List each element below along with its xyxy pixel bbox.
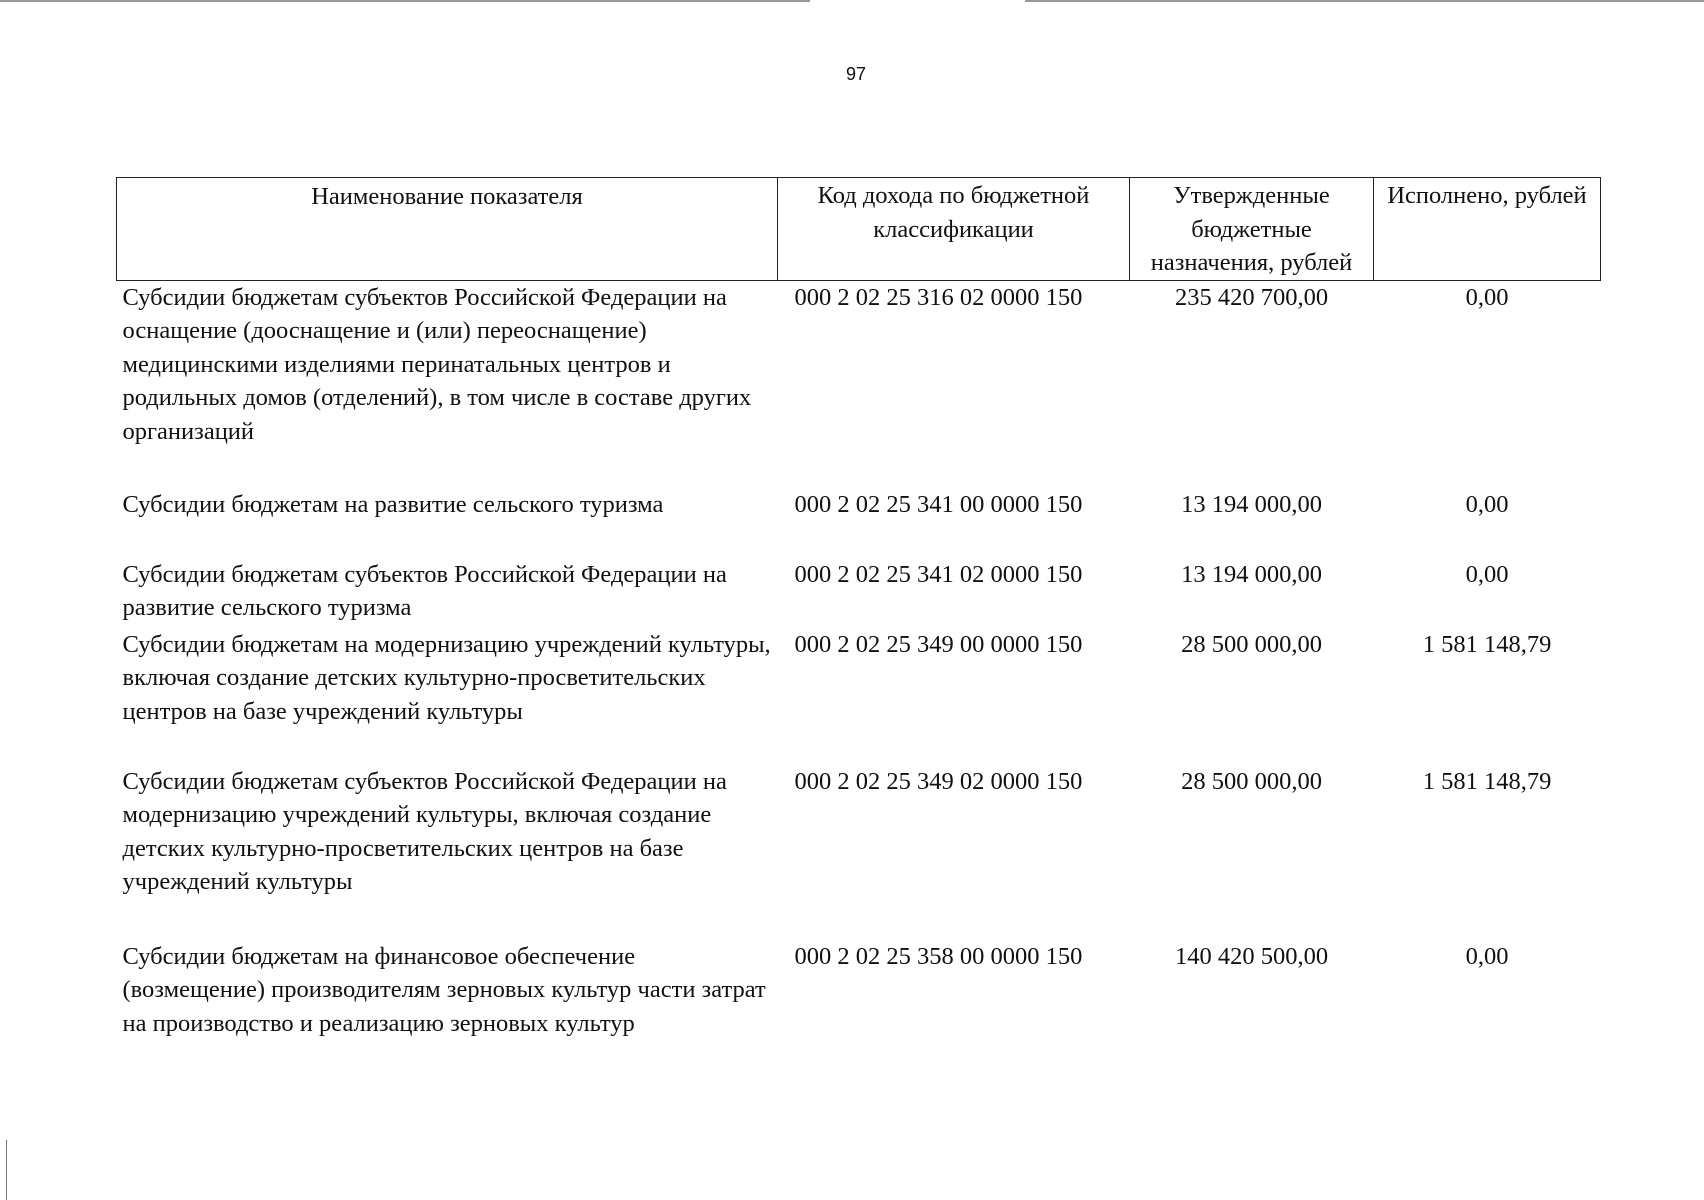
budget-income-table <box>116 177 1601 1060</box>
row-executed: 1 581 148,79 <box>1422 767 1552 795</box>
header-code: Код дохода по бюджетной классификации <box>778 178 1130 281</box>
scan-edge-top-right <box>1025 0 1704 2</box>
table-body <box>117 280 1601 1060</box>
row-code: 000 2 02 25 341 00 0000 150 <box>794 490 1083 518</box>
row-code: 000 2 02 25 349 02 0000 150 <box>794 767 1083 795</box>
row-code: 000 2 02 25 316 02 0000 150 <box>794 283 1083 311</box>
header-name: Наименование показателя <box>117 178 778 281</box>
table-row <box>117 558 1601 628</box>
scan-edge-top-left <box>0 0 810 2</box>
row-approved: 28 500 000,00 <box>1181 767 1322 795</box>
row-approved: 140 420 500,00 <box>1174 942 1329 970</box>
row-name: Субсидии бюджетам субъектов Российской Федерации на оснащение (дооснащение и (или) переоснащение) медицинскими изделиями перинатальных центров и родильных домов (отделений), в том числе в составе других организаций <box>122 283 752 445</box>
row-name: Субсидии бюджетам на финансовое обеспечение (возмещение) производителям зерновых культур части затрат на производство и реализацию зерновых культур <box>122 942 766 1037</box>
row-approved: 235 420 700,00 <box>1174 283 1329 311</box>
row-code: 000 2 02 25 358 00 0000 150 <box>794 942 1083 970</box>
row-code: 000 2 02 25 349 00 0000 150 <box>794 630 1083 658</box>
row-code: 000 2 02 25 341 02 0000 150 <box>794 560 1083 588</box>
row-approved: 13 194 000,00 <box>1181 560 1322 588</box>
header-approved: Утвержденные бюджетные назначения, рублей <box>1130 178 1374 281</box>
row-name: Субсидии бюджетам на развитие сельского туризма <box>122 490 664 518</box>
row-name: Субсидии бюджетам на модернизацию учреждений культуры, включая создание детских культурно-просветительских центров на базе учреждений культуры <box>122 630 771 725</box>
table-row <box>117 940 1601 1060</box>
table-row <box>117 628 1601 765</box>
table-header <box>117 178 1601 281</box>
row-name: Субсидии бюджетам субъектов Российской Федерации на модернизацию учреждений культуры, включая создание детских культурно-просветительских центров на базе учреждений культуры <box>122 767 727 895</box>
header-executed: Исполнено, рублей <box>1374 178 1601 281</box>
page-number: 97 <box>845 64 867 84</box>
row-executed: 0,00 <box>1465 490 1509 518</box>
row-executed: 0,00 <box>1465 283 1509 311</box>
scan-edge-left <box>6 1140 7 1200</box>
header-row <box>117 178 1601 281</box>
table-row <box>117 488 1601 558</box>
row-approved: 28 500 000,00 <box>1181 630 1322 658</box>
row-executed: 0,00 <box>1465 560 1509 588</box>
row-executed: 0,00 <box>1465 942 1509 970</box>
table-row <box>117 765 1601 940</box>
row-name: Субсидии бюджетам субъектов Российской Федерации на развитие сельского туризма <box>122 560 727 621</box>
row-executed: 1 581 148,79 <box>1422 630 1552 658</box>
table-row <box>117 280 1601 488</box>
row-approved: 13 194 000,00 <box>1181 490 1322 518</box>
